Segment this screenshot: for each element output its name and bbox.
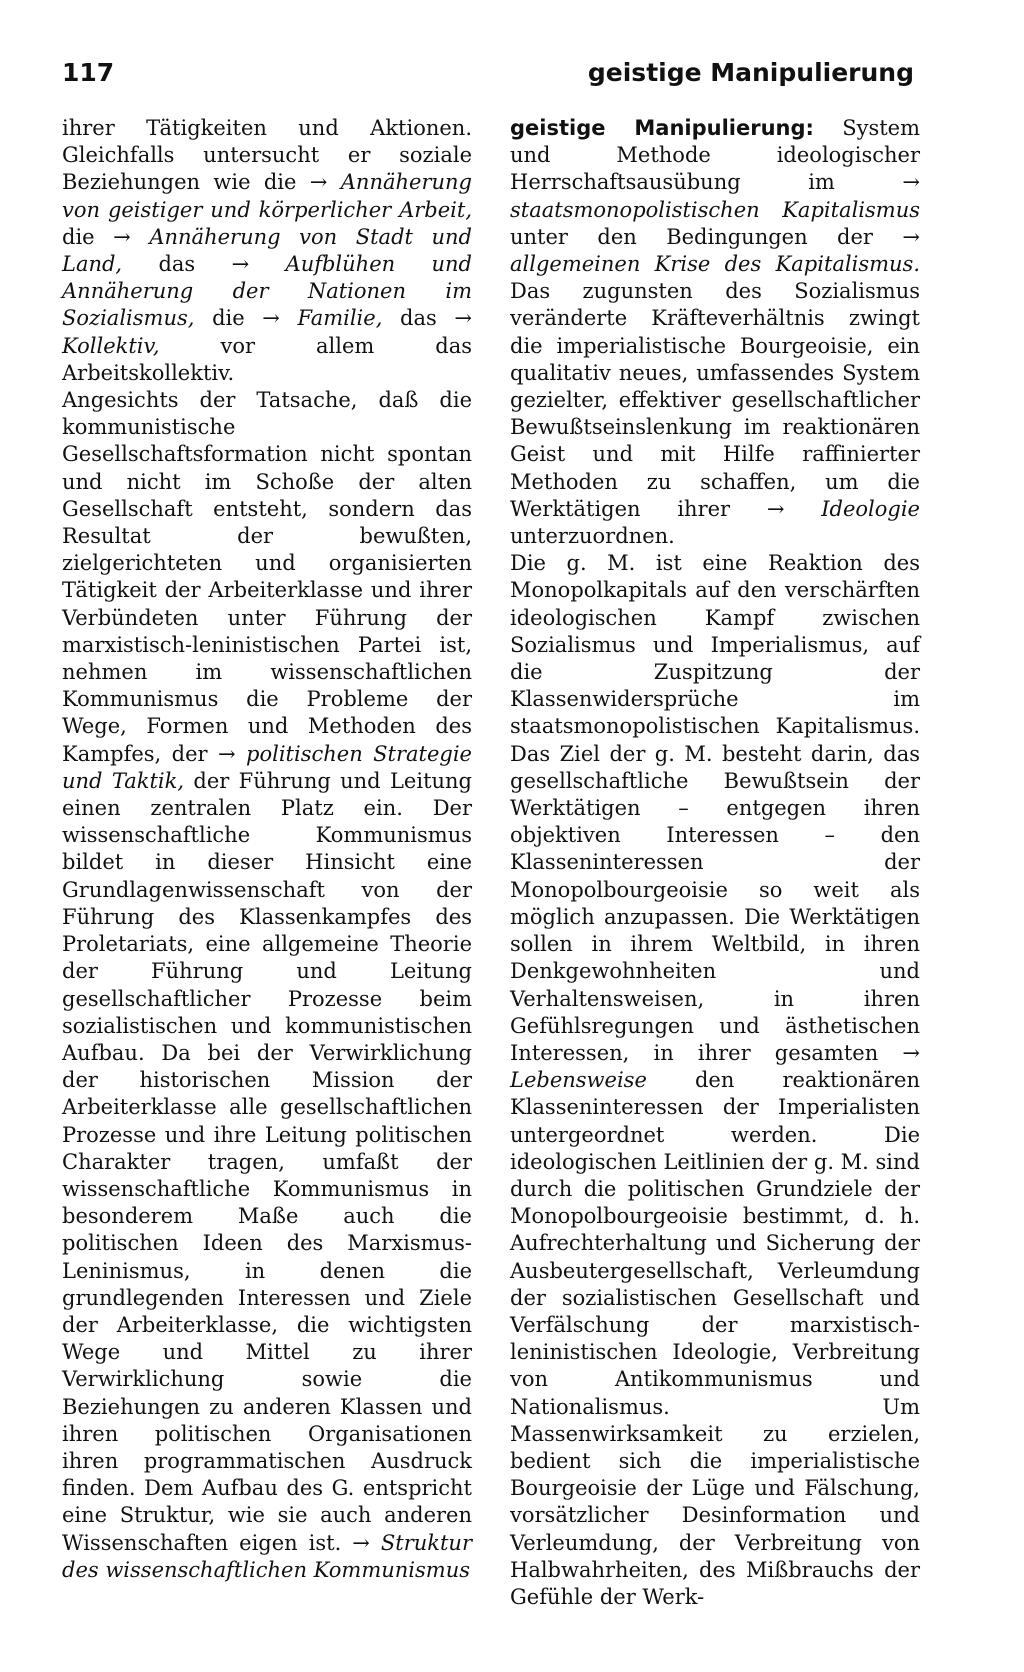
right-column (510, 115, 920, 1611)
cross-reference-arrow-icon: → (454, 306, 473, 331)
text-segment: System und Methode ideologischer Herrschaftsausübung im (510, 116, 920, 195)
cross-reference[interactable]: Familie, (297, 306, 383, 331)
cross-reference[interactable]: Annäherung von geistiger und körperlicher Arbeit, (62, 170, 472, 222)
entry-paragraph-1 (510, 115, 920, 550)
entry-headword: geistige Manipulierung: (510, 116, 814, 140)
text-segment: unter den Bedingungen der (510, 224, 903, 249)
text-segment: Angesichts der Tatsache, daß die kommunistische Gesellschaftsformation nicht spontan und nicht im Schoße der alten Gesellschaft entsteht, sondern das Resultat der bewußten, zielgerichteten und organisierten Tätigkeit der Arbeiterklasse und ihrer Verbündeten unter Führung der marxistisch-leninistischen Partei ist, nehmen im wissenschaftlichen Kommunismus die Probleme der Wege, Formen und Methoden des Kampfes, der (62, 388, 472, 766)
left-paragraph-2 (62, 387, 472, 1584)
text-segment: vor allem das Arbeitskollektiv. (62, 333, 472, 385)
text-segment: ihrer Tätigkeiten und Aktionen. Gleichfalls untersucht er soziale Beziehungen wie die (62, 116, 472, 195)
cross-reference-arrow-icon: → (766, 496, 785, 521)
text-segment: unterzuordnen. (510, 524, 675, 549)
cross-reference-arrow-icon: → (217, 741, 236, 766)
cross-reference[interactable]: Aufblühen und Annäherung der Nationen im Sozialismus, (62, 252, 472, 331)
cross-reference-arrow-icon: → (309, 170, 328, 195)
text-segment: das (122, 252, 232, 277)
text-segment: den reaktionären Klasseninteressen der Imperialisten untergeordnet werden. Die ideologischen Leitlinien der g. M. sind durch die politischen Grundziele der Monopolbourgeoisie bestimmt, d. h. Aufrechterhaltung und Sicherung der Ausbeutergesellschaft, Verleumdung der sozialistischen Gesellschaft und Verfälschung der marxistisch-leninistischen Ideologie, Verbreitung von Antikommunismus und Nationalismus. Um Massenwirksamkeit zu erzielen, bedient sich die imperialistische Bourgeoisie der Lüge und Fälschung, vorsätzlicher Desinformation und Verleumdung, der Verbreitung von Halbwahrheiten, des Mißbrauchs der Gefühle der Werk- (510, 1068, 920, 1609)
cross-reference-arrow-icon: → (231, 252, 250, 277)
left-column (62, 115, 472, 1584)
text-segment: das (382, 306, 455, 331)
text-segment: Das zugunsten des Sozialismus veränderte Kräfteverhältnis zwingt die imperialistische Bourgeoisie, ein qualitativ neues, umfassendes System gezielter, effektiver gesellschaftlicher Bewußtseinslenkung im reaktionären Geist und mit Hilfe raffinierter Methoden zu schaffen, um die Werktätigen ihrer (510, 279, 920, 521)
cross-reference[interactable]: Annäherung von Stadt und Land, (62, 224, 473, 277)
cross-reference-arrow-icon: → (262, 306, 280, 331)
cross-reference[interactable]: politischen Strategie und Taktik, (62, 741, 472, 793)
cross-reference-arrow-icon: → (902, 224, 920, 249)
cross-reference[interactable]: Lebensweise (510, 1068, 647, 1093)
text-segment: die (62, 224, 114, 249)
page-number: 117 (62, 58, 115, 87)
text-segment: Die g. M. ist eine Reaktion des Monopolkapitals auf den verschärften ideologischen Kampf zwischen Sozialismus und Imperialismus, auf die Zuspitzung der Klassenwidersprüche im staatsmonopolistischen Kapitalismus. Das Ziel der g. M. besteht darin, das gesellschaftliche Bewußtsein der Werktätigen – entgegen ihren objektiven Interessen – den Klasseninteressen der Monopolbourgeoisie so weit als möglich anzupassen. Die Werktätigen sollen in ihrem Weltbild, in ihren Denkgewohnheiten und Verhaltensweisen, in ihren Gefühlsregungen und ästhetischen Interessen, in ihrer gesamten (510, 551, 920, 1065)
cross-reference[interactable]: Ideologie (821, 496, 920, 521)
cross-reference[interactable]: staatsmonopolistischen Kapitalismus (510, 197, 920, 222)
cross-reference[interactable]: Kollektiv, (62, 333, 160, 358)
cross-reference-arrow-icon: → (113, 224, 131, 249)
cross-reference[interactable]: allgemeinen Krise des Kapitalismus. (510, 252, 920, 277)
text-segment: der Führung und Leitung einen zentralen Platz ein. Der wissenschaftliche Kommunismus bildet in dieser Hinsicht eine Grundlagenwissenschaft von der Führung des Klassenkampfes des Proletariats, eine allgemeine Theorie der Führung und Leitung gesellschaftlicher Prozesse beim sozialistischen und kommunistischen Aufbau. Da bei der Verwirklichung der historischen Mission der Arbeiterklasse alle gesellschaftlichen Prozesse und ihre Leitung politischen Charakter tragen, umfaßt der wissenschaftliche Kommunismus in besonderem Maße auch die politischen Ideen des Marxismus-Leninismus, in denen die grundlegenden Interessen und Ziele der Arbeiterklasse, die wichtigsten Wege und Mittel zu ihrer Verwirklichung sowie die Beziehungen zu anderen Klassen und ihren politischen Organisationen ihren programmatischen Ausdruck finden. Dem Aufbau des G. entspricht eine Struktur, wie sie auch anderen Wissenschaften eigen ist. (62, 768, 472, 1555)
entry-paragraph-2 (510, 550, 920, 1611)
running-head: geistige Manipulierung (587, 58, 914, 87)
text-segment: die (194, 306, 263, 331)
cross-reference-arrow-icon: → (902, 170, 920, 195)
cross-reference-arrow-icon: → (902, 1040, 920, 1065)
left-paragraph-1 (62, 115, 472, 387)
cross-reference[interactable]: Struktur des wissenschaftlichen Kommunismus (62, 1530, 472, 1582)
cross-reference-arrow-icon: → (352, 1530, 370, 1555)
